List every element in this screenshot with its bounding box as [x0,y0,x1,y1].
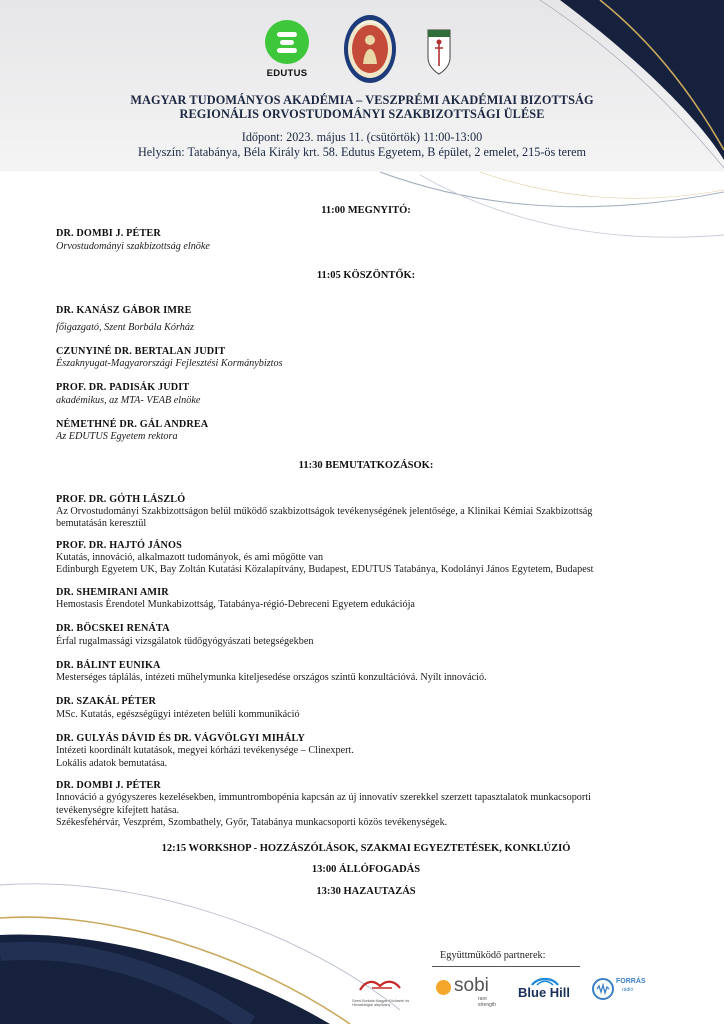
partners-section [340,950,724,1024]
speaker-name: DR. BÁLINT EUNIKA [56,659,161,671]
opening-title: 11:00 MEGNYITÓ: [321,205,411,216]
presentation-item [56,587,676,612]
sobi-tagline: rare strength [478,996,497,1008]
presentation-line: Mesterséges táplálás, intézeti műhelymunka kiteljesedése országos szintű konzultációvá. Nyílt innováció. [56,672,487,684]
presentation-line: Innováció a gyógyszeres kezelésekben, immuntrombopénia kapcsán az új innovatív szerekkel szerzett tapasztalatok munkacsoporti [56,792,591,804]
presentation-item [56,733,676,770]
edutus-logo-mark [265,20,309,64]
presentation-item [56,780,676,829]
szent-borbala-partner-logo [352,976,422,1006]
blue-hill-logo [518,976,578,1006]
event-location: Helyszín: Tatabánya, Béla Király krt. 58. Edutus Egyetem, B épület, 2 emelet, 215-ös terem [137,145,587,159]
speaker-name: NÉMETHNÉ DR. GÁL ANDREA [56,418,209,430]
presentation-line: Érfal rugalmassági vizsgálatok tüdőgyógyászati betegségekben [56,635,314,647]
presentation-item [56,623,676,648]
opening-speaker-role: Orvostudományi szakbizottság elnöke [56,240,210,252]
greeting-speaker [56,419,676,444]
forras-logo-text: FORRÁS [616,978,646,985]
partners-divider [432,966,580,967]
greetings-title: 11:05 KÖSZÖNTŐK: [316,269,416,281]
szent-borbala-partner-icon [352,976,422,994]
blue-hill-logo-text: Blue Hill [518,985,571,1000]
edutus-logo-text: EDUTUS [266,68,308,79]
presentation-line: Az Orvostudományi Szakbizottságon belül működő szakbizottságok tevékenységének jelentősége, a Klinikai Kémiai Szakbizottság [56,506,593,518]
logo-row [0,14,724,88]
edutus-logo [262,20,312,86]
program [56,205,676,898]
speaker-name: PROF. DR. HAJTÓ JÁNOS [56,539,182,551]
partner-caption: Szent Borbála Magyar Közösséri és Hematológiai alapítvány [352,999,410,1008]
greeting-speaker [56,305,676,335]
sobi-icon [436,980,451,995]
greeting-speaker [56,382,676,407]
workshop-item: 12:15 WORKSHOP - HOZZÁSZÓLÁSOK, SZAKMAI EGYEZTETÉSEK, KONKLÚZIÓ [161,843,571,855]
opening-speaker-name: DR. DOMBI J. PÉTER [56,228,161,240]
partners-title: Együttműködő partnerek: [440,950,546,961]
speaker-name: PROF. DR. GÓTH LÁSZLÓ [56,493,186,505]
header [0,0,724,172]
presentation-line: Edinburgh Egyetem UK, Bay Zoltán Kutatási Közalapítvány, Budapest, EDUTUS Tatabánya, Kodolányi János Egytetem, Budapest [56,564,594,576]
sobi-logo [436,976,506,1006]
presentation-line: Székesfehérvár, Veszprém, Szombathely, Győr, Tatabánya munkacsoporti közös tevékenységek. [56,816,448,828]
speaker-role: főigazgató, Szent Borbála Kórház [56,322,194,334]
reception-item: 13:00 ÁLLÓFOGADÁS [311,864,421,876]
presentation-item [56,696,676,721]
speaker-name: DR. SZAKÁL PÉTER [56,696,157,708]
speaker-name: DR. KANÁSZ GÁBOR IMRE [56,305,192,317]
presentation-item [56,540,676,577]
event-time: Időpont: 2023. május 11. (csütörtök) 11:00-13:00 [241,130,483,144]
speaker-name: DR. BÖCSKEI RENÁTA [56,623,170,635]
speaker-name: DR. DOMBI J. PÉTER [56,779,161,791]
presentation-item [56,660,676,685]
forras-icon [592,978,614,1000]
presentation-line: tevékenységre kifejtett hatása. [56,804,180,816]
sobi-logo-text: sobi [454,975,489,996]
forras-tagline: rádió [622,987,634,993]
event-title-line-1: MAGYAR TUDOMÁNYOS AKADÉMIA – VESZPRÉMI AKADÉMIAI BIZOTTSÁG [130,93,594,107]
presentation-line: MSc. Kutatás, egészségügyi intézeten belüli kommunikáció [56,708,300,720]
event-title-block [0,93,724,160]
forras-radio-logo [592,976,652,1006]
speaker-name: CZUNYINÉ DR. BERTALAN JUDIT [56,345,226,357]
presentation-line: Intézeti koordinált kutatások, megyei kórházi tevékenysége – Clinexpert. [56,745,354,757]
szent-borbala-logo-icon [427,28,451,76]
event-title-line-2: REGIONÁLIS ORVOSTUDOMÁNYI SZAKBIZOTTSÁGI ÜLÉSE [179,107,545,121]
speaker-role: akadémikus, az MTA- VEAB elnöke [56,394,201,406]
presentation-line: bemutatásán keresztül [56,518,147,530]
mta-seal-icon [343,14,397,84]
greeting-speaker [56,346,676,371]
presentation-line: Kutatás, innováció, alkalmazott tudományok, és ami mögötte van [56,552,324,564]
speaker-name: DR. GULYÁS DÁVID ÉS DR. VÁGVÖLGYI MIHÁLY [56,733,306,745]
presentation-line: Lokális adatok bemutatása. [56,757,168,769]
speaker-role: Északnyugat-Magyarországi Fejlesztési Kormánybiztos [56,358,283,370]
presentation-line: Hemostasis Érendotel Munkabizottság, Tatabánya-régió-Debreceni Egyetem edukációja [56,598,415,610]
speaker-role: Az EDUTUS Egyetem rektora [56,431,178,443]
speaker-name: PROF. DR. PADISÁK JUDIT [56,382,190,394]
presentation-item [56,494,676,531]
departure-item: 13:30 HAZAUTAZÁS [316,885,416,897]
presentations-title: 11:30 BEMUTATKOZÁSOK: [298,459,434,471]
speaker-name: DR. SHEMIRANI AMIR [56,586,169,598]
